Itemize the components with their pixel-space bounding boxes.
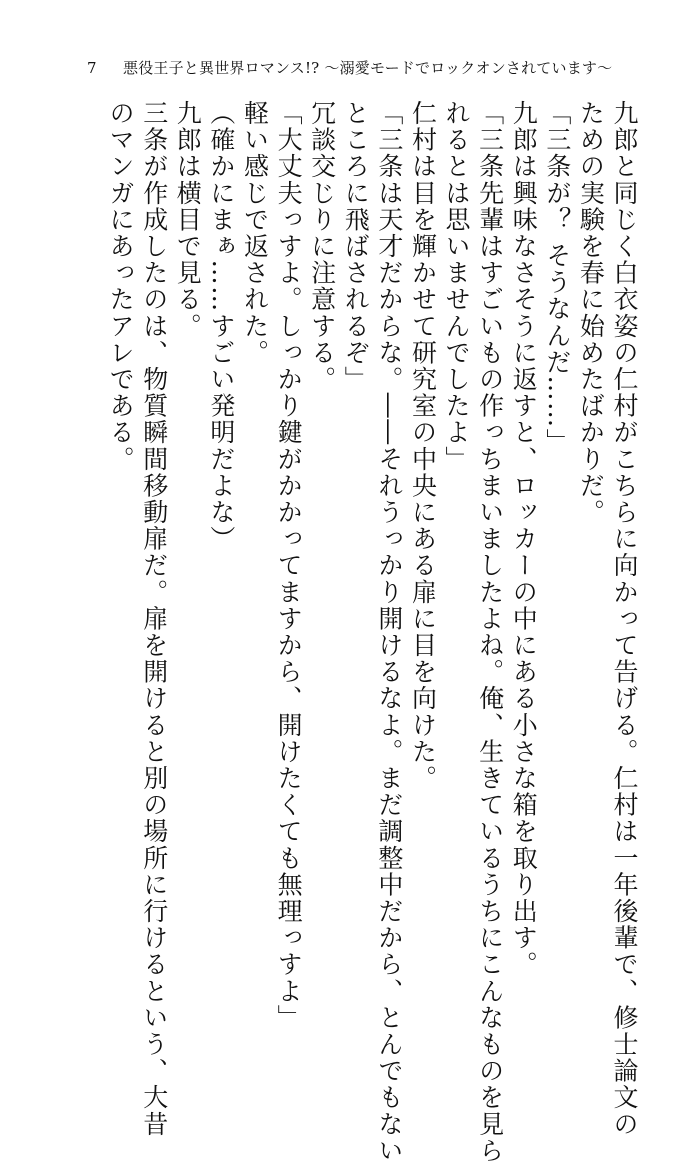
page-number: 7 [87, 59, 97, 77]
text-line: 「三条が？ そうなんだ……」 [542, 100, 572, 456]
text-line: 三条が作成したのは、物質瞬間移動扉だ。扉を開けると別の場所に行けるという、大昔 [139, 100, 169, 1138]
text-line: 冗談交じりに注意する。 [307, 100, 337, 393]
vertical-body-text [104, 100, 642, 1164]
page-header [0, 56, 697, 80]
text-line: のマンガにあったアレである。 [106, 100, 136, 473]
text-line: 軽い感じで返された。 [240, 100, 270, 366]
text-line: 「三条は天才だからな。――それうっかり開けるなよ。まだ調整中だから、とんでもない [374, 100, 404, 1164]
text-line: 「大丈夫っすよ。しっかり鍵がかかってますから、開けたくても無理っすよ」 [274, 100, 304, 1031]
text-line: れるとは思いませんでしたよ」 [442, 100, 472, 473]
text-line: ための実験を春に始めたばかりだ。 [576, 100, 606, 526]
text-line: 九郎は横目で見る。 [173, 100, 203, 340]
text-line: 九郎と同じく白衣姿の仁村がこちらに向かって告げる。仁村は一年後輩で、修士論文の [610, 100, 639, 1138]
text-line: 「三条先輩はすごいもの作っちまいましたよね。俺、生きているうちにこんなものを見ら [475, 100, 505, 1164]
text-line: 九郎は興味なさそうに返すと、ロッカーの中にある小さな箱を取り出す。 [509, 100, 539, 978]
text-line: 仁村は目を輝かせて研究室の中央にある扉に目を向けた。 [408, 100, 438, 792]
text-line: （確かにまぁ……すごい発明だよな） [206, 100, 236, 553]
running-title: 悪役王子と異世界ロマンス!? 〜溺愛モードでロックオンされています〜 [123, 59, 613, 77]
text-line: ところに飛ばされるぞ」 [341, 100, 371, 393]
